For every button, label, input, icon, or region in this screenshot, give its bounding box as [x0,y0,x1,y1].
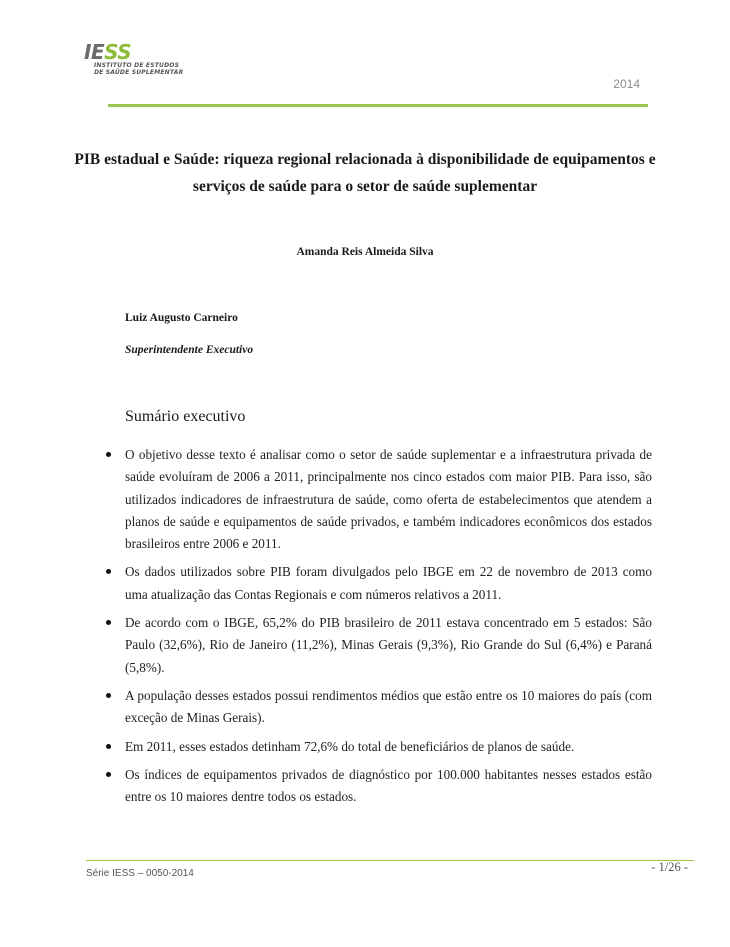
series-label: Série IESS – 0050-2014 [86,868,194,879]
author-name: Amanda Reis Almeida Silva [296,246,434,258]
summary-bullet: Os dados utilizados sobre PIB foram divulgados pelo IBGE em 22 de novembro de 2013 como uma atualização das Contas Regionais e com números relativos a 2011. [106,561,652,606]
summary-bullet: A população desses estados possui rendimentos médios que estão entre os 10 maiores do país (com exceção de Minas Gerais). [106,685,652,730]
supervisor-name: Luiz Augusto Carneiro [125,312,238,324]
logo-subtitle-line2: DE SAÚDE SUPLEMENTAR [94,69,184,76]
header-divider [108,104,648,107]
section-heading: Sumário executivo [125,408,246,425]
page-number: - 1/26 - [651,860,688,874]
paper-title: PIB estadual e Saúde: riqueza regional relacionada à disponibilidade de equipamentos e serviços de saúde para o setor de saúde suplementar [74,151,656,195]
summary-bullet: Em 2011, esses estados detinham 72,6% do total de beneficiários de planos de saúde. [106,736,652,758]
footer-divider [86,860,694,861]
summary-bullet: Os índices de equipamentos privados de diagnóstico por 100.000 habitantes nesses estados estão entre os 10 maiores dentre todos os estados. [106,764,652,809]
iess-logo [84,42,183,76]
logo-subtitle-line1: INSTITUTO DE ESTUDOS [94,62,180,69]
summary-bullet: O objetivo desse texto é analisar como o setor de saúde suplementar e a infraestrutura privada de saúde evoluíram de 2006 a 2011, principalmente nos cinco estados com maior PIB. Para isso, são utilizados indicadores de infraestrutura de saúde, como oferta de estabelecimentos que atendem a planos de saúde e equipamentos de saúde privados, e também indicadores econômicos dos estados brasileiros entre 2006 e 2011. [106,444,652,555]
logo-mark: IESS [84,40,132,64]
header-year: 2014 [613,77,640,91]
supervisor-role: Superintendente Executivo [125,344,254,356]
summary-bullet: De acordo com o IBGE, 65,2% do PIB brasileiro de 2011 estava concentrado em 5 estados: São Paulo (32,6%), Rio de Janeiro (11,2%), Minas Gerais (9,3%), Rio Grande do Sul (6,4%) e Paraná (5,8%). [106,612,652,679]
summary-bullet-list [106,444,652,814]
